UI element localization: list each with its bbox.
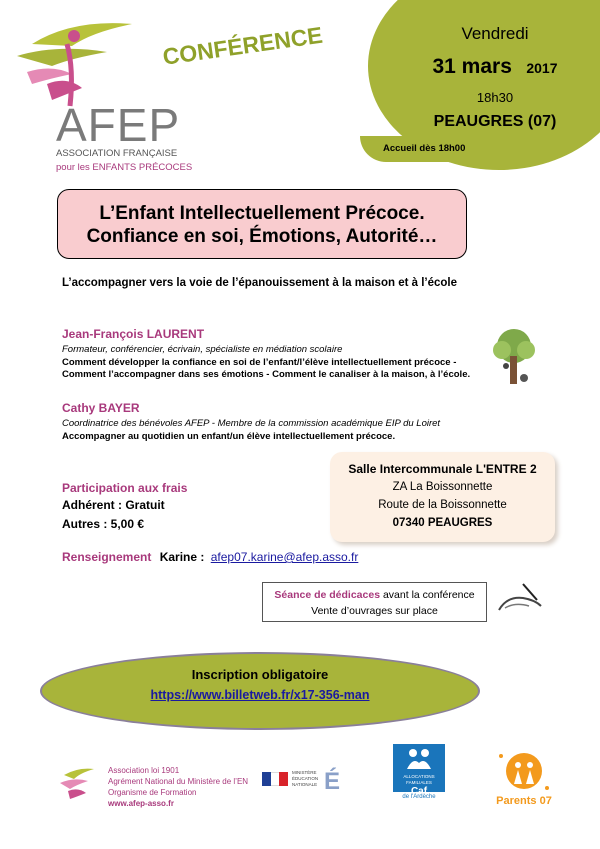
speaker-1-topic-1: Comment développer la confiance en soi de l’enfant/l’élève intellectuellement précoce - <box>62 357 457 368</box>
event-time: 18h30 <box>476 90 514 105</box>
inscription-ellipse <box>40 652 480 730</box>
logo-sub-2: pour les ENFANTS PRÉCOCES <box>56 162 193 173</box>
fees-others: Autres : 5,00 € <box>62 517 145 531</box>
title-line-2: Confiance en soi, Émotions, Autorité… <box>86 226 438 247</box>
caf-logo <box>393 744 445 812</box>
contact-label: Renseignement <box>62 550 152 564</box>
dedicace-box <box>262 582 487 622</box>
flag-icon <box>262 772 288 786</box>
footer-logo <box>58 763 98 803</box>
venue-box <box>330 452 555 542</box>
event-day: Vendredi <box>461 24 529 43</box>
speaker-2 <box>62 401 502 443</box>
venue-name: Salle Intercommunale L'ENTRE 2 <box>348 462 537 476</box>
title-line-1: L’Enfant Intellectuellement Précoce. <box>99 203 425 224</box>
conference-label: CONFÉRENCE <box>161 21 325 70</box>
event-year: 2017 <box>526 60 558 76</box>
dedicace-line-1 <box>263 587 486 603</box>
ministere-label: MINISTÈRE ÉDUCATION NATIONALE <box>292 770 319 787</box>
logo-sub-1: ASSOCIATION FRANÇAISE <box>56 148 178 159</box>
speaker-2-name: Cathy BAYER <box>62 401 140 415</box>
footer-line-3: Organisme de Formation <box>108 788 197 797</box>
speaker-1-name: Jean-François LAURENT <box>62 327 205 341</box>
contact-row <box>62 550 358 564</box>
pen-illustration <box>495 580 545 618</box>
fees-member: Adhérent : Gratuit <box>62 498 165 512</box>
footer-text <box>108 765 248 809</box>
caf-label-2: Caf <box>410 786 428 797</box>
event-date: 31 mars <box>432 55 512 78</box>
speaker-1-topic-2: Comment l’accompagner dans ses émotions - Comment le canaliser à la maison, à l’école. <box>62 369 471 380</box>
speaker-1-role: Formateur, conférencier, écrivain, spécialiste en médiation scolaire <box>62 344 343 355</box>
contact-email-link[interactable]: afep07.karine@afep.asso.fr <box>210 550 359 564</box>
caf-family-icon <box>404 747 434 769</box>
footer-website: www.afep-asso.fr <box>108 799 174 808</box>
subtitle: L’accompagner vers la voie de l’épanouissement à la maison et à l’école <box>62 277 457 289</box>
afep-figure-icon <box>12 14 142 109</box>
pen-hand-icon <box>495 580 545 618</box>
dedicace-highlight: Séance de dédicaces <box>274 589 381 601</box>
contact-person: Karine : <box>159 550 205 564</box>
speaker-2-topic-1: Accompagner au quotidien un enfant/un élève intellectuellement précoce. <box>62 431 396 442</box>
event-welcome: Accueil dès 18h00 <box>383 143 466 154</box>
logo-wordmark: AFEP <box>56 99 181 151</box>
venue-line-2: Route de la Boissonnette <box>378 499 507 511</box>
parents07-sun-icon <box>495 748 553 794</box>
fees-block <box>62 481 187 531</box>
footer-line-1: Association loi 1901 <box>108 766 180 775</box>
fees-heading: Participation aux frais <box>62 481 188 495</box>
afep-logo <box>12 14 212 179</box>
venue-line-3: 07340 PEAUGRES <box>392 517 493 529</box>
event-place: PEAUGRES (07) <box>433 113 557 130</box>
speaker-1 <box>62 327 502 381</box>
education-e-icon: É <box>324 768 341 795</box>
event-date-row <box>380 55 600 79</box>
footer-line-2: Agrément National du Ministère de l’EN <box>108 777 249 786</box>
title-box <box>57 189 467 259</box>
dedicace-line-2: Vente d’ouvrages sur place <box>311 605 438 617</box>
inscription-heading: Inscription obligatoire <box>191 667 329 682</box>
speaker-2-role: Coordinatrice des bénévoles AFEP - Membre de la commission académique EIP du Loiret <box>62 418 441 429</box>
tree-icon <box>486 326 542 388</box>
afep-small-logo-icon <box>58 763 98 803</box>
inscription-link[interactable]: https://www.billetweb.fr/x17-356-man <box>150 688 370 702</box>
dedicace-rest: avant la conférence <box>380 589 475 601</box>
parents07-label: Parents 07 <box>496 795 552 807</box>
parents07-logo <box>495 748 553 812</box>
caf-label-3: de l'Ardèche <box>402 794 436 800</box>
venue-line-1: ZA La Boissonnette <box>392 481 493 493</box>
tree-illustration <box>486 326 542 388</box>
caf-label-1: ALLOCATIONS FAMILIALES <box>403 774 435 785</box>
ministere-logo <box>262 768 352 800</box>
